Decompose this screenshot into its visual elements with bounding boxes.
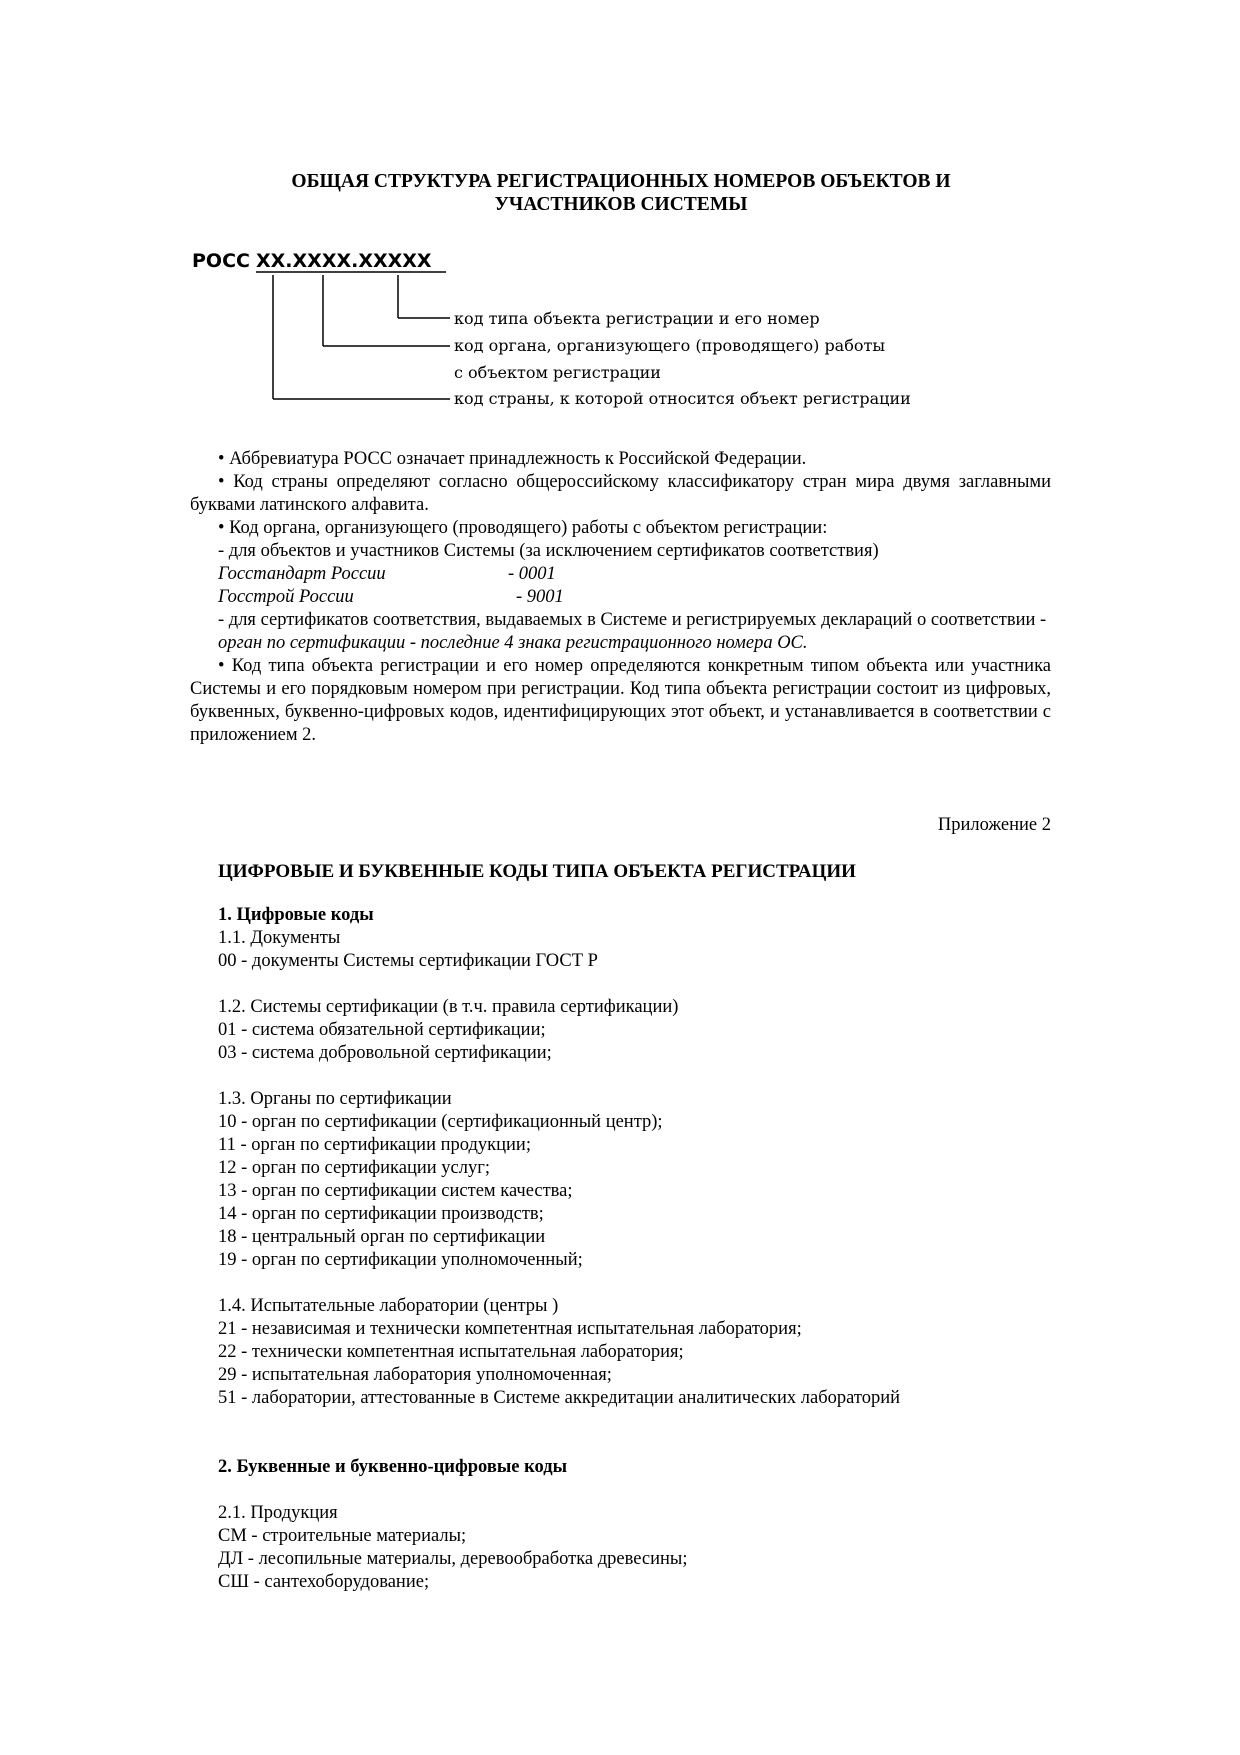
diagram-label-organ-cont: с объектом регистрации <box>454 363 661 382</box>
diagram-prefix: РОСС <box>192 250 250 272</box>
section-heading: 2. Буквенные и буквенно-цифровые коды <box>218 1457 568 1477</box>
subsection-heading: 1.1. Документы <box>218 928 341 948</box>
list-item: 13 - орган по сертификации систем качества; <box>218 1181 573 1201</box>
organ-row-gosstandart <box>190 563 1051 586</box>
section-heading: 1. Цифровые коды <box>218 905 374 925</box>
list-item: СШ - сантехоборудование; <box>218 1572 430 1592</box>
organ-name: Госстандарт России <box>218 564 386 584</box>
list-item: 22 - технически компетентная испытательная лаборатория; <box>218 1342 684 1362</box>
list-item: 19 - орган по сертификации уполномоченный; <box>218 1250 583 1270</box>
list-item: 21 - независимая и технически компетентная испытательная лаборатория; <box>218 1319 802 1339</box>
diagram-label-organ: код органа, организующего (проводящего) работы <box>454 336 886 355</box>
codes-section <box>218 860 1058 1594</box>
document-title <box>187 170 1055 216</box>
list-item: 03 - система добровольной сертификации; <box>218 1043 552 1063</box>
subsection-heading: 1.3. Органы по сертификации <box>218 1089 452 1109</box>
subsection-heading: 2.1. Продукция <box>218 1503 338 1523</box>
diagram-graphic <box>190 245 970 415</box>
subsection-heading: 1.2. Системы сертификации (в т.ч. правила сертификации) <box>218 997 679 1017</box>
organ-code: - 0001 <box>508 564 556 584</box>
list-item: 00 - документы Системы сертификации ГОСТ Р <box>218 951 598 971</box>
organ-name: Госстрой России <box>218 587 354 607</box>
diagram-code: XX.XXXX.XXXXX <box>256 250 432 272</box>
organ-code: - 9001 <box>516 587 564 607</box>
paragraph-country-code: • Код страны определяют согласно общероссийскому классификатору стран мира двумя заглавными буквами латинского алфавита. <box>190 472 1051 515</box>
title-line-2: УЧАСТНИКОВ СИСТЕМЫ <box>494 194 748 215</box>
subsection-heading: 1.4. Испытательные лаборатории (центры ) <box>218 1296 559 1316</box>
organ-row-gosstroy <box>190 586 1051 609</box>
list-item: 10 - орган по сертификации (сертификационный центр); <box>218 1112 663 1132</box>
list-item: 18 - центральный орган по сертификации <box>218 1227 546 1247</box>
diagram-label-country: код страны, к которой относится объект регистрации <box>454 389 911 408</box>
explanation-text <box>190 448 1051 747</box>
paragraph-objects: - для объектов и участников Системы (за исключением сертификатов соответствия) <box>218 541 879 561</box>
list-item: 51 - лаборатории, аттестованные в Системе аккредитации аналитических лабораторий <box>218 1388 901 1408</box>
diagram-label-type: код типа объекта регистрации и его номер <box>454 309 820 328</box>
list-item: 01 - система обязательной сертификации; <box>218 1020 546 1040</box>
paragraph-organ-code: • Код органа, организующего (проводящего) работы с объектом регистрации: <box>218 518 828 538</box>
paragraph-object-type-code: • Код типа объекта регистрации и его номер определяются конкретным типом объекта или участника Системы и его порядковым номером при регистрации. Код типа объекта регистрации состоит из цифровых, буквенных, буквенно-цифровых кодов, идентифицирующих этот объект, и устанавливается в соответствии с приложением 2. <box>190 656 1051 745</box>
paragraph-ross: • Аббревиатура РОСС означает принадлежность к Российской Федерации. <box>218 449 807 469</box>
list-item: 12 - орган по сертификации услуг; <box>218 1158 490 1178</box>
paragraph-os-code: орган по сертификации - последние 4 знака регистрационного номера ОС. <box>218 633 808 653</box>
list-item: СМ - строительные материалы; <box>218 1526 467 1546</box>
list-item: 29 - испытательная лаборатория уполномоченная; <box>218 1365 612 1385</box>
title-line-1: ОБЩАЯ СТРУКТУРА РЕГИСТРАЦИОННЫХ НОМЕРОВ ОБЪЕКТОВ И <box>291 171 951 192</box>
appendix-label: Приложение 2 <box>937 815 1051 835</box>
list-item: ДЛ - лесопильные материалы, деревообработка древесины; <box>218 1549 688 1569</box>
paragraph-certificates: - для сертификатов соответствия, выдаваемых в Системе и регистрируемых деклараций о соответствии - <box>218 610 1047 630</box>
registration-number-diagram <box>190 245 970 415</box>
list-item: 14 - орган по сертификации производств; <box>218 1204 544 1224</box>
list-item: 11 - орган по сертификации продукции; <box>218 1135 531 1155</box>
codes-title: ЦИФРОВЫЕ И БУКВЕННЫЕ КОДЫ ТИПА ОБЪЕКТА РЕГИСТРАЦИИ <box>218 861 856 882</box>
